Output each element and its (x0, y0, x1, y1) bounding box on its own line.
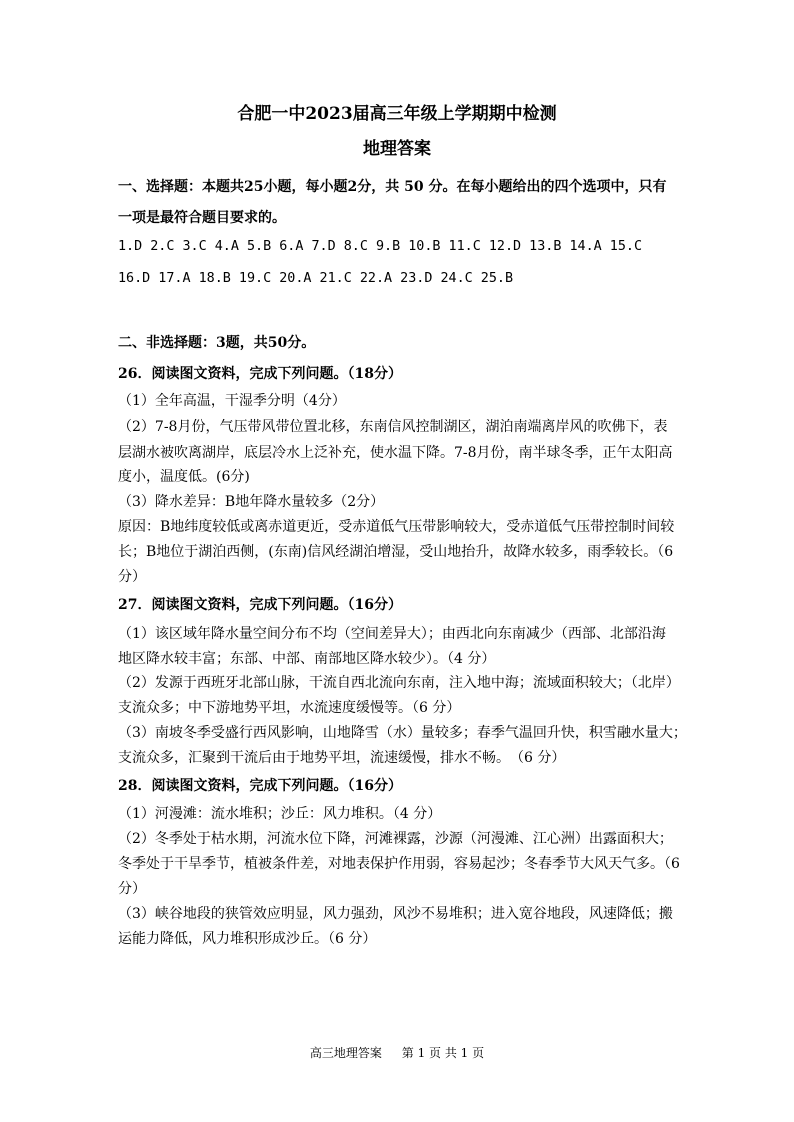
q27-line: 支流众多；中下游地势平坦，水流速度缓慢等。（6 分） (118, 700, 461, 716)
q26-line: 原因：B地纬度较低或离赤道更近，受赤道低气压带影响较大，受赤道低气压带控制时间较 (118, 519, 675, 535)
answers-row-2: 16.D 17.A 18.B 19.C 20.A 21.C 22.A 23.D 24.C 25.B (118, 271, 514, 286)
q28-line: （3）峡谷地段的狭管效应明显，风力强劲，风沙不易堆积；进入宽谷地段，风速降低；搬 (118, 906, 673, 922)
q26-line: 度小，温度低。(6分) (118, 469, 250, 485)
section1-heading: 一、选择题：本题共25小题，每小题2分，共 50 分。在每小题给出的四个选项中，只有 (118, 179, 667, 195)
q28-line: 分） (118, 881, 146, 897)
page-footer (0, 1044, 794, 1061)
q26-line: 层湖水被吹离湖岸，底层冷水上泛补充，使水温下降。7-8月份，南半球冬季，正午太阳高 (118, 445, 673, 461)
q26-line: （2）7-8月份，气压带风带位置北移，东南信风控制湖区，湖泊南端离岸风的吹佛下，表 (118, 419, 668, 435)
q26-line: 长；B地位于湖泊西侧，(东南)信风经湖泊增湿，受山地抬升，故降水较多，雨季较长。（6 (118, 544, 674, 560)
q27-line: 地区降水较丰富；东部、中部、南部地区降水较少）。（4 分） (118, 651, 496, 667)
q28-line: 运能力降低，风力堆积形成沙丘。（6 分） (118, 931, 377, 947)
q26-title: 26．阅读图文资料，完成下列问题。（18分） (118, 366, 402, 382)
q27-line: （2）发源于西班牙北部山脉，干流自西北流向东南，注入地中海；流域面积较大；（北岸） (118, 675, 680, 691)
q27-line: （1）该区域年降水量空间分布不均（空间差异大）；由西北向东南减少（西部、北部沿海 (118, 626, 666, 642)
q28-line: （1）河漫滩：流水堆积；沙丘：风力堆积。（4 分） (118, 806, 442, 822)
q27-title: 27．阅读图文资料，完成下列问题。（16分） (118, 597, 402, 613)
q26-line: 分） (118, 569, 146, 585)
page-subtitle: 地理答案 (363, 139, 431, 159)
q28-title: 28．阅读图文资料，完成下列问题。（16分） (118, 778, 402, 794)
q28-line: 冬季处于干旱季节，植被条件差，对地表保护作用弱，容易起沙；冬春季节大风天气多。（6 (118, 856, 680, 872)
q26-line: （1）全年高温，干湿季分明（4分） (118, 393, 346, 409)
answers-row-1: 1.D 2.C 3.C 4.A 5.B 6.A 7.D 8.C 9.B 10.B 11.C 12.D 13.B 14.A 15.C (118, 239, 643, 254)
footer-page-number: 第 1 页 共 1 页 (401, 1046, 485, 1060)
q27-line: （3）南坡冬季受盛行西风影响，山地降雪（水）量较多；春季气温回升快，积雪融水量大； (118, 725, 687, 741)
section2-heading: 二、非选择题：3题，共50分。 (118, 335, 316, 351)
footer-label: 高三地理答案 (309, 1046, 382, 1060)
q27-line: 支流众多，汇聚到干流后由于地势平坦，流速缓慢，排水不畅。 （6 分） (118, 750, 566, 766)
page-title: 合肥一中2023届高三年级上学期期中检测 (237, 104, 557, 124)
q26-line: （3）降水差异：B地年降水量较多（2分） (118, 494, 385, 510)
section1-heading-cont: 一项是最符合题目要求的。 (118, 210, 286, 226)
q28-line: （2）冬季处于枯水期，河流水位下降，河滩裸露，沙源（河漫滩、江心洲）出露面积大； (118, 831, 673, 847)
